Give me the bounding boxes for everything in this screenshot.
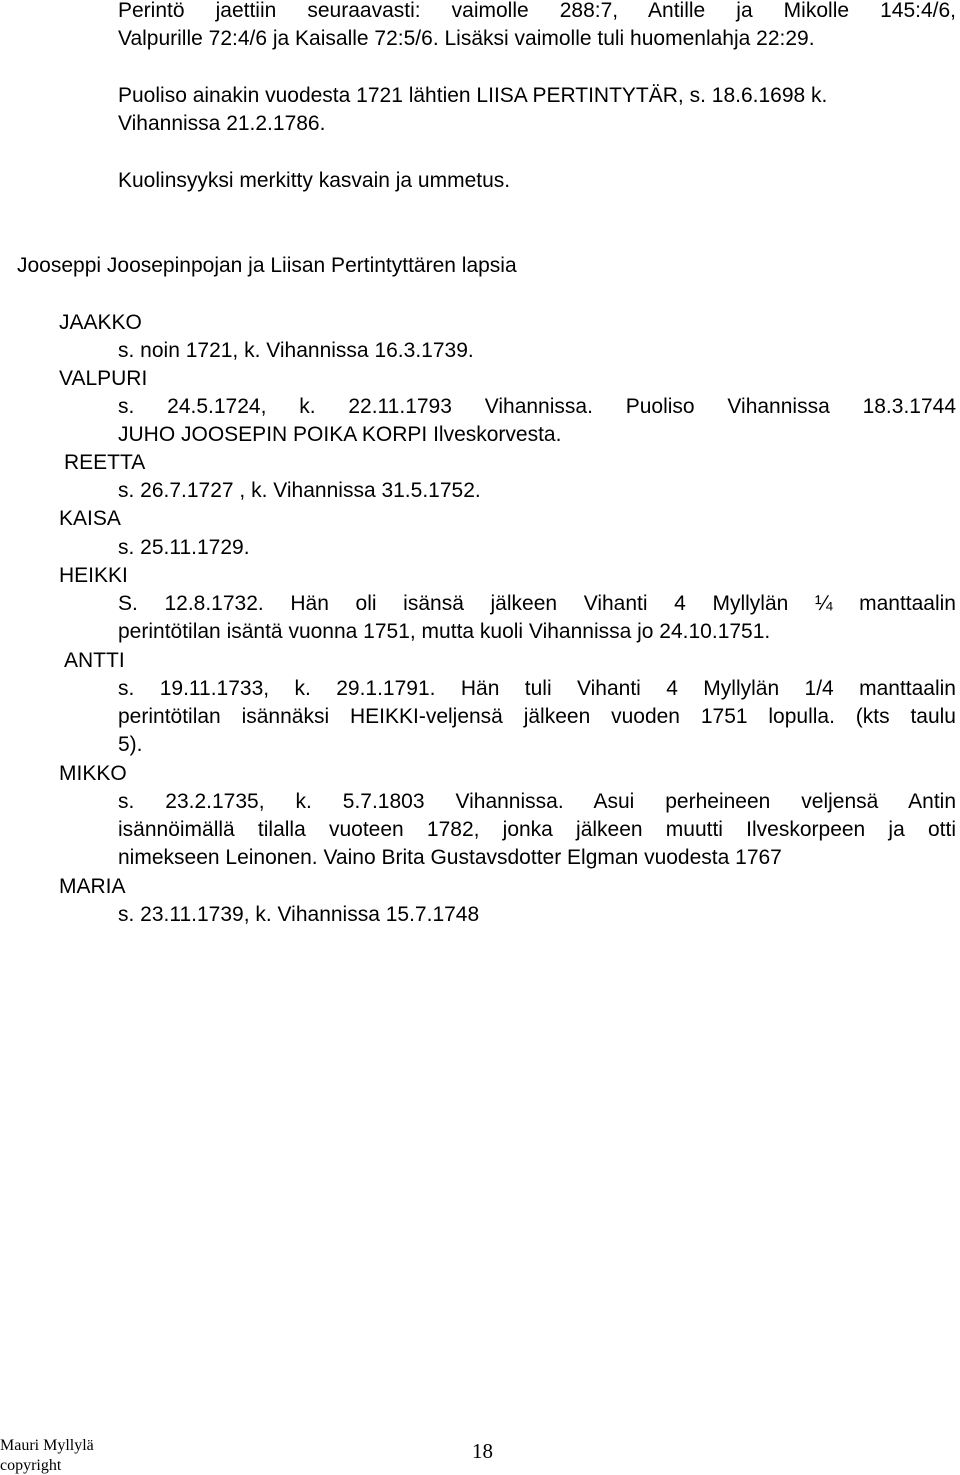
- child-detail: s. 23.11.1739, k. Vihannissa 15.7.1748: [118, 903, 480, 926]
- inheritance-line-2: Valpurille 72:4/6 ja Kaisalle 72:5/6. Lisäksi vaimolle tuli huomenlahja 22:29.: [118, 27, 815, 50]
- child-name: KAISA: [59, 507, 121, 530]
- children-heading: Jooseppi Joosepinpojan ja Liisan Pertintyttären lapsia: [17, 254, 517, 277]
- child-detail: perintötilan isäntä vuonna 1751, mutta kuoli Vihannissa jo 24.10.1751.: [118, 620, 771, 643]
- spouse-line-1: Puoliso ainakin vuodesta 1721 lähtien LIISA PERTINTYTÄR, s. 18.6.1698 k.: [118, 84, 828, 107]
- child-detail: JUHO JOOSEPIN POIKA KORPI Ilveskorvesta.: [118, 423, 562, 446]
- page-number: 18: [472, 1439, 493, 1463]
- child-name: VALPURI: [59, 367, 148, 390]
- child-detail: s. 19.11.1733, k. 29.1.1791. Hän tuli Vihanti 4 Myllylän 1/4 manttaalin: [118, 677, 956, 700]
- child-detail: s. noin 1721, k. Vihannissa 16.3.1739.: [118, 339, 474, 362]
- inheritance-line-1: Perintö jaettiin seuraavasti: vaimolle 288:7, Antille ja Mikolle 145:4/6,: [118, 0, 956, 22]
- child-detail: perintötilan isännäksi HEIKKI-veljensä jälkeen vuoden 1751 lopulla. (kts taulu: [118, 705, 956, 728]
- child-detail: isännöimällä tilalla vuoteen 1782, jonka jälkeen muutti Ilveskorpeen ja otti: [118, 818, 956, 841]
- child-name: JAAKKO: [59, 311, 142, 334]
- child-name: ANTTI: [64, 649, 125, 672]
- footer-author: Mauri Myllylä: [0, 1437, 94, 1454]
- footer-copyright: copyright: [0, 1457, 62, 1474]
- cause-of-death: Kuolinsyyksi merkitty kasvain ja ummetus.: [118, 169, 511, 192]
- child-name: MIKKO: [59, 762, 127, 785]
- child-name: REETTA: [64, 451, 146, 474]
- child-detail: s. 23.2.1735, k. 5.7.1803 Vihannissa. Asui perheineen veljensä Antin: [118, 790, 956, 813]
- spouse-line-2: Vihannissa 21.2.1786.: [118, 112, 326, 135]
- child-detail: 5).: [118, 733, 143, 756]
- child-detail: s. 24.5.1724, k. 22.11.1793 Vihannissa. Puoliso Vihannissa 18.3.1744: [118, 395, 956, 418]
- child-detail: nimekseen Leinonen. Vaino Brita Gustavsdotter Elgman vuodesta 1767: [118, 846, 782, 869]
- child-detail: s. 25.11.1729.: [118, 536, 250, 559]
- child-name: HEIKKI: [59, 564, 128, 587]
- child-name: MARIA: [59, 875, 126, 898]
- child-detail: s. 26.7.1727 , k. Vihannissa 31.5.1752.: [118, 479, 481, 502]
- child-detail: S. 12.8.1732. Hän oli isänsä jälkeen Vihanti 4 Myllylän ¼ manttaalin: [118, 592, 956, 615]
